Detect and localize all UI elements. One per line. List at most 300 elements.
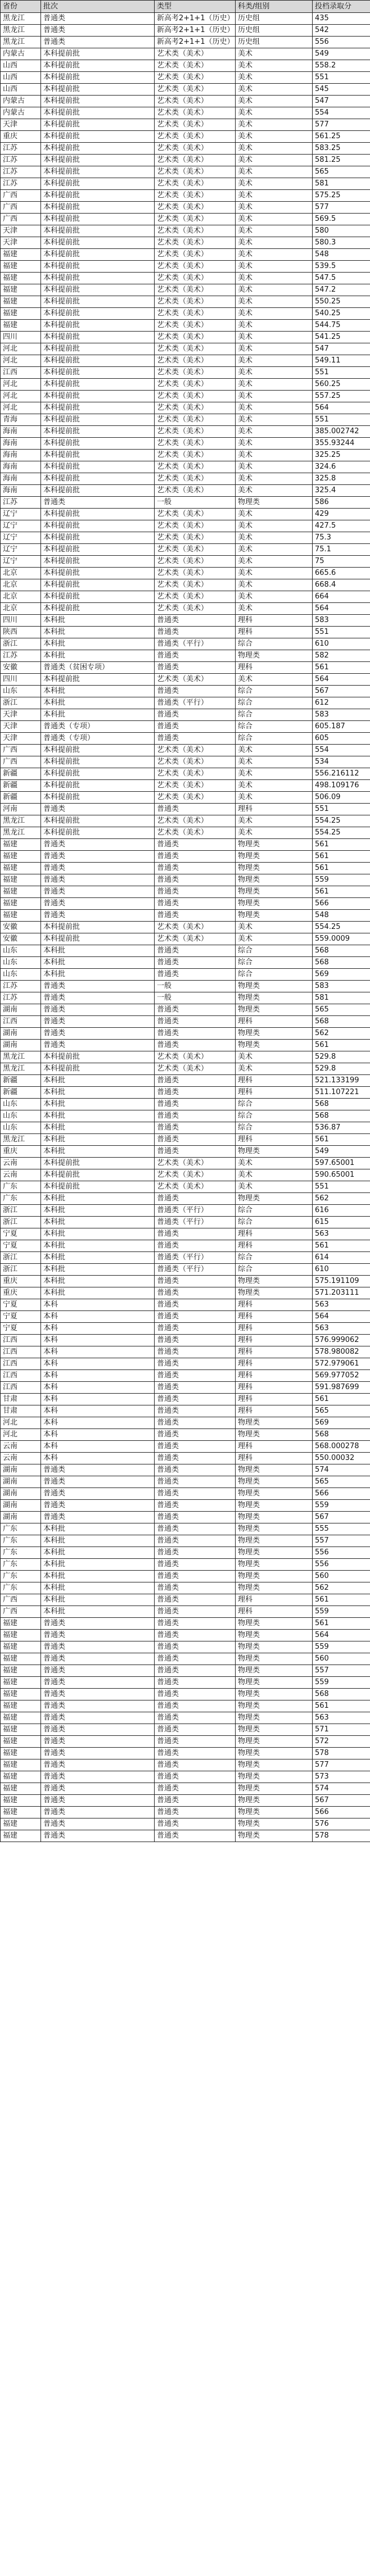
cell-score: 561 — [313, 1134, 370, 1146]
table-row — [1, 1771, 370, 1783]
cell-type: 艺术类（美术） — [155, 367, 236, 379]
cell-score: 568 — [313, 1429, 370, 1441]
table-row — [1, 1346, 370, 1358]
cell-batch: 本科提前批 — [41, 48, 155, 60]
cell-province: 宁夏 — [1, 1240, 41, 1252]
cell-province: 重庆 — [1, 1146, 41, 1158]
cell-batch: 普通类（贫困专项） — [41, 662, 155, 674]
cell-province: 北京 — [1, 579, 41, 591]
cell-province: 安徽 — [1, 662, 41, 674]
table-row — [1, 1134, 370, 1146]
cell-batch: 普通类 — [41, 37, 155, 48]
cell-province: 福建 — [1, 1795, 41, 1807]
cell-subject: 理科 — [236, 1382, 313, 1394]
cell-province: 江苏 — [1, 981, 41, 992]
cell-score: 324.6 — [313, 461, 370, 473]
table-row — [1, 1582, 370, 1594]
cell-score: 556 — [313, 1547, 370, 1559]
cell-batch: 本科批 — [41, 1193, 155, 1205]
cell-score: 583 — [313, 981, 370, 992]
cell-type: 艺术类（美术） — [155, 273, 236, 284]
cell-batch: 本科 — [41, 1382, 155, 1394]
table-row — [1, 166, 370, 178]
cell-score: 605 — [313, 733, 370, 745]
cell-batch: 本科提前批 — [41, 225, 155, 237]
table-row — [1, 1476, 370, 1488]
cell-subject: 物理类 — [236, 1535, 313, 1547]
cell-score: 668.4 — [313, 579, 370, 591]
cell-score: 605.187 — [313, 721, 370, 733]
cell-score: 544.75 — [313, 320, 370, 332]
cell-subject: 美术 — [236, 780, 313, 792]
cell-score: 612 — [313, 697, 370, 709]
cell-subject: 物理类 — [236, 1193, 313, 1205]
cell-type: 普通类 — [155, 1500, 236, 1512]
table-row — [1, 1594, 370, 1606]
cell-score: 614 — [313, 1252, 370, 1264]
cell-batch: 普通类 — [41, 1807, 155, 1818]
cell-province: 云南 — [1, 1158, 41, 1169]
cell-province: 福建 — [1, 1653, 41, 1665]
cell-subject: 综合 — [236, 686, 313, 697]
cell-batch: 本科提前批 — [41, 119, 155, 131]
cell-province: 广东 — [1, 1571, 41, 1582]
cell-province: 福建 — [1, 863, 41, 874]
cell-subject: 美术 — [236, 391, 313, 402]
table-row — [1, 874, 370, 886]
cell-province: 福建 — [1, 1830, 41, 1842]
table-row — [1, 969, 370, 981]
cell-batch: 本科提前批 — [41, 438, 155, 450]
cell-batch: 普通类 — [41, 1004, 155, 1016]
cell-score: 560 — [313, 1653, 370, 1665]
cell-type: 普通类 — [155, 1748, 236, 1759]
cell-type: 艺术类（美术） — [155, 1158, 236, 1169]
cell-score: 568 — [313, 1689, 370, 1700]
cell-batch: 本科批 — [41, 1523, 155, 1535]
cell-batch: 本科提前批 — [41, 1063, 155, 1075]
cell-type: 普通类 — [155, 1712, 236, 1724]
table-row — [1, 332, 370, 343]
cell-score: 567 — [313, 1512, 370, 1523]
cell-score: 563 — [313, 1323, 370, 1335]
table-row — [1, 851, 370, 863]
table-row — [1, 367, 370, 379]
table-row — [1, 697, 370, 709]
cell-score: 355.93244 — [313, 438, 370, 450]
cell-subject: 美术 — [236, 261, 313, 273]
cell-province: 江苏 — [1, 650, 41, 662]
cell-subject: 美术 — [236, 509, 313, 520]
cell-batch: 本科提前批 — [41, 1051, 155, 1063]
cell-subject: 物理类 — [236, 1512, 313, 1523]
cell-province: 福建 — [1, 1665, 41, 1677]
cell-subject: 理科 — [236, 1346, 313, 1358]
cell-type: 一般 — [155, 992, 236, 1004]
cell-batch: 本科批 — [41, 1535, 155, 1547]
cell-subject: 美术 — [236, 556, 313, 568]
table-row — [1, 1075, 370, 1087]
table-row — [1, 1004, 370, 1016]
cell-score: 577 — [313, 119, 370, 131]
cell-subject: 理科 — [236, 1405, 313, 1417]
cell-province: 辽宁 — [1, 544, 41, 556]
cell-type: 艺术类（美术） — [155, 355, 236, 367]
cell-batch: 本科提前批 — [41, 308, 155, 320]
cell-batch: 普通类 — [41, 1795, 155, 1807]
cell-batch: 本科 — [41, 1405, 155, 1417]
cell-score: 429 — [313, 509, 370, 520]
table-row — [1, 1630, 370, 1641]
cell-type: 普通类 — [155, 1571, 236, 1582]
cell-score: 556 — [313, 1559, 370, 1571]
cell-batch: 普通类 — [41, 13, 155, 25]
cell-batch: 本科批 — [41, 945, 155, 957]
cell-subject: 物理类 — [236, 992, 313, 1004]
cell-score: 427.5 — [313, 520, 370, 532]
cell-subject: 物理类 — [236, 898, 313, 910]
cell-batch: 本科提前批 — [41, 485, 155, 497]
table-row — [1, 1169, 370, 1181]
cell-type: 艺术类（美术） — [155, 96, 236, 107]
cell-batch: 普通类 — [41, 1736, 155, 1748]
cell-batch: 本科批 — [41, 1146, 155, 1158]
cell-province: 山西 — [1, 60, 41, 72]
cell-type: 普通类 — [155, 1512, 236, 1523]
cell-batch: 本科批 — [41, 1134, 155, 1146]
cell-subject: 物理类 — [236, 1582, 313, 1594]
cell-type: 艺术类（美术） — [155, 473, 236, 485]
cell-province: 福建 — [1, 1807, 41, 1818]
cell-score: 569.977052 — [313, 1370, 370, 1382]
table-header-row — [1, 1, 370, 13]
cell-score: 545 — [313, 84, 370, 96]
cell-batch: 本科批 — [41, 1205, 155, 1217]
cell-province: 福建 — [1, 1689, 41, 1700]
cell-province: 黑龙江 — [1, 815, 41, 827]
cell-score: 591.987699 — [313, 1382, 370, 1394]
table-row — [1, 898, 370, 910]
table-row — [1, 662, 370, 674]
cell-province: 广东 — [1, 1193, 41, 1205]
cell-type: 普通类 — [155, 686, 236, 697]
cell-type: 普通类 — [155, 1299, 236, 1311]
cell-subject: 物理类 — [236, 1040, 313, 1051]
cell-province: 广西 — [1, 214, 41, 225]
cell-subject: 美术 — [236, 450, 313, 461]
cell-score: 577 — [313, 202, 370, 214]
cell-type: 普通类 — [155, 1087, 236, 1099]
cell-subject: 美术 — [236, 190, 313, 202]
cell-province: 浙江 — [1, 697, 41, 709]
cell-type: 普通类 — [155, 1134, 236, 1146]
table-row — [1, 1358, 370, 1370]
cell-subject: 综合 — [236, 721, 313, 733]
cell-province: 江西 — [1, 1358, 41, 1370]
table-row — [1, 1217, 370, 1228]
cell-score: 555 — [313, 1523, 370, 1535]
cell-province: 重庆 — [1, 1287, 41, 1299]
cell-type: 艺术类（美术） — [155, 107, 236, 119]
table-row — [1, 1417, 370, 1429]
table-row — [1, 1535, 370, 1547]
table-row — [1, 355, 370, 367]
table-row — [1, 638, 370, 650]
cell-batch: 本科提前批 — [41, 473, 155, 485]
cell-score: 561 — [313, 1618, 370, 1630]
table-row — [1, 1311, 370, 1323]
table-row — [1, 1712, 370, 1724]
cell-batch: 本科提前批 — [41, 532, 155, 544]
table-row — [1, 945, 370, 957]
cell-score: 511.107221 — [313, 1087, 370, 1099]
cell-subject: 物理类 — [236, 1665, 313, 1677]
cell-subject: 理科 — [236, 1134, 313, 1146]
table-row — [1, 520, 370, 532]
cell-province: 江西 — [1, 1335, 41, 1346]
cell-province: 四川 — [1, 674, 41, 686]
cell-type: 一般 — [155, 497, 236, 509]
cell-province: 海南 — [1, 485, 41, 497]
table-row — [1, 1512, 370, 1523]
cell-subject: 综合 — [236, 733, 313, 745]
cell-subject: 美术 — [236, 166, 313, 178]
cell-score: 563 — [313, 1712, 370, 1724]
cell-type: 艺术类（美术） — [155, 485, 236, 497]
cell-type: 普通类 — [155, 1641, 236, 1653]
cell-subject: 物理类 — [236, 863, 313, 874]
cell-score: 557.25 — [313, 391, 370, 402]
cell-province: 天津 — [1, 225, 41, 237]
cell-batch: 本科提前批 — [41, 261, 155, 273]
cell-province: 江苏 — [1, 143, 41, 155]
cell-batch: 本科批 — [41, 1087, 155, 1099]
cell-subject: 物理类 — [236, 1276, 313, 1287]
table-row — [1, 25, 370, 37]
cell-type: 普通类 — [155, 863, 236, 874]
cell-batch: 普通类 — [41, 981, 155, 992]
cell-batch: 本科提前批 — [41, 815, 155, 827]
cell-province: 江西 — [1, 1382, 41, 1394]
cell-score: 566 — [313, 1807, 370, 1818]
cell-province: 宁夏 — [1, 1311, 41, 1323]
cell-subject: 理科 — [236, 1358, 313, 1370]
table-row — [1, 497, 370, 509]
table-row — [1, 1287, 370, 1299]
table-row — [1, 48, 370, 60]
cell-type: 艺术类（美术） — [155, 237, 236, 249]
cell-type: 普通类 — [155, 1110, 236, 1122]
cell-type: 普通类 — [155, 1488, 236, 1500]
cell-score: 385.002742 — [313, 426, 370, 438]
cell-batch: 本科批 — [41, 650, 155, 662]
cell-province: 福建 — [1, 839, 41, 851]
cell-type: 普通类 — [155, 804, 236, 815]
cell-score: 549 — [313, 48, 370, 60]
cell-batch: 本科提前批 — [41, 933, 155, 945]
cell-score: 568.000278 — [313, 1441, 370, 1453]
cell-type: 艺术类（美术） — [155, 143, 236, 155]
table-row — [1, 1830, 370, 1842]
cell-province: 山东 — [1, 1110, 41, 1122]
cell-score: 565 — [313, 1004, 370, 1016]
cell-subject: 美术 — [236, 532, 313, 544]
cell-batch: 本科 — [41, 1346, 155, 1358]
table-row — [1, 284, 370, 296]
cell-type: 普通类 — [155, 1795, 236, 1807]
cell-subject: 理科 — [236, 1441, 313, 1453]
cell-type: 普通类 — [155, 1075, 236, 1087]
cell-score: 563 — [313, 1299, 370, 1311]
cell-batch: 普通类 — [41, 992, 155, 1004]
cell-province: 广东 — [1, 1535, 41, 1547]
cell-type: 新高考2+1+1（历史） — [155, 13, 236, 25]
table-row — [1, 1618, 370, 1630]
table-row — [1, 509, 370, 520]
table-row — [1, 804, 370, 815]
cell-subject: 物理类 — [236, 1689, 313, 1700]
table-row — [1, 402, 370, 414]
cell-batch: 普通类 — [41, 863, 155, 874]
table-row — [1, 119, 370, 131]
cell-subject: 美术 — [236, 461, 313, 473]
cell-subject: 美术 — [236, 1169, 313, 1181]
table-row — [1, 1488, 370, 1500]
cell-batch: 普通类 — [41, 1783, 155, 1795]
cell-score: 551 — [313, 1181, 370, 1193]
cell-batch: 本科提前批 — [41, 60, 155, 72]
cell-province: 山西 — [1, 72, 41, 84]
cell-type: 艺术类（美术） — [155, 509, 236, 520]
table-row — [1, 1087, 370, 1099]
cell-batch: 本科提前批 — [41, 367, 155, 379]
cell-subject: 综合 — [236, 1217, 313, 1228]
cell-type: 艺术类（美术） — [155, 261, 236, 273]
cell-province: 广东 — [1, 1547, 41, 1559]
cell-province: 福建 — [1, 320, 41, 332]
cell-province: 江西 — [1, 1346, 41, 1358]
cell-batch: 本科批 — [41, 1594, 155, 1606]
cell-batch: 普通类 — [41, 1464, 155, 1476]
cell-score: 574 — [313, 1783, 370, 1795]
cell-score: 566 — [313, 1488, 370, 1500]
cell-score: 564 — [313, 1630, 370, 1641]
cell-subject: 美术 — [236, 591, 313, 603]
cell-subject: 美术 — [236, 143, 313, 155]
cell-subject: 物理类 — [236, 1571, 313, 1582]
cell-subject: 理科 — [236, 1087, 313, 1099]
cell-subject: 物理类 — [236, 1712, 313, 1724]
table-row — [1, 391, 370, 402]
table-row — [1, 1299, 370, 1311]
cell-province: 湖南 — [1, 1040, 41, 1051]
cell-province: 广西 — [1, 190, 41, 202]
cell-score: 561 — [313, 839, 370, 851]
cell-batch: 本科批 — [41, 1559, 155, 1571]
cell-subject: 综合 — [236, 957, 313, 969]
cell-score: 559 — [313, 1500, 370, 1512]
cell-province: 福建 — [1, 1618, 41, 1630]
cell-province: 福建 — [1, 874, 41, 886]
cell-batch: 本科批 — [41, 686, 155, 697]
table-row — [1, 568, 370, 579]
cell-type: 艺术类（美术） — [155, 119, 236, 131]
cell-batch: 本科提前批 — [41, 379, 155, 391]
cell-province: 四川 — [1, 332, 41, 343]
cell-province: 江苏 — [1, 155, 41, 166]
cell-type: 普通类 — [155, 1228, 236, 1240]
cell-type: 艺术类（美术） — [155, 332, 236, 343]
header-score: 投档录取分 — [313, 1, 370, 13]
table-row — [1, 1028, 370, 1040]
table-row — [1, 107, 370, 119]
cell-subject: 物理类 — [236, 1818, 313, 1830]
cell-type: 普通类 — [155, 1122, 236, 1134]
table-row — [1, 1040, 370, 1051]
table-row — [1, 1665, 370, 1677]
cell-batch: 本科提前批 — [41, 131, 155, 143]
cell-type: 艺术类（美术） — [155, 48, 236, 60]
cell-type: 普通类 — [155, 1476, 236, 1488]
cell-score: 435 — [313, 13, 370, 25]
cell-province: 江西 — [1, 1370, 41, 1382]
cell-type: 艺术类（美术） — [155, 1063, 236, 1075]
cell-subject: 历史组 — [236, 13, 313, 25]
cell-province: 天津 — [1, 119, 41, 131]
cell-province: 浙江 — [1, 1264, 41, 1276]
cell-subject: 美术 — [236, 544, 313, 556]
cell-batch: 普通类 — [41, 1512, 155, 1523]
cell-subject: 美术 — [236, 1051, 313, 1063]
cell-subject: 理科 — [236, 1453, 313, 1464]
cell-subject: 物理类 — [236, 1653, 313, 1665]
cell-type: 普通类 — [155, 898, 236, 910]
cell-batch: 本科批 — [41, 1075, 155, 1087]
cell-score: 568 — [313, 1099, 370, 1110]
cell-score: 554.25 — [313, 827, 370, 839]
cell-subject: 历史组 — [236, 37, 313, 48]
header-subject: 科类/组别 — [236, 1, 313, 13]
cell-subject: 物理类 — [236, 910, 313, 922]
table-row — [1, 84, 370, 96]
cell-score: 540.25 — [313, 308, 370, 320]
cell-score: 564 — [313, 1311, 370, 1323]
table-row — [1, 839, 370, 851]
cell-subject: 理科 — [236, 1394, 313, 1405]
cell-type: 普通类 — [155, 1370, 236, 1382]
cell-type: 艺术类（美术） — [155, 450, 236, 461]
cell-type: 普通类 — [155, 839, 236, 851]
table-row — [1, 910, 370, 922]
cell-batch: 本科提前批 — [41, 155, 155, 166]
cell-score: 325.8 — [313, 473, 370, 485]
cell-province: 福建 — [1, 296, 41, 308]
cell-subject: 物理类 — [236, 1783, 313, 1795]
cell-batch: 本科提前批 — [41, 1158, 155, 1169]
cell-score: 550.00032 — [313, 1453, 370, 1464]
cell-type: 普通类 — [155, 1335, 236, 1346]
table-row — [1, 1193, 370, 1205]
cell-score: 567 — [313, 1795, 370, 1807]
cell-type: 新高考2+1+1（历史） — [155, 25, 236, 37]
cell-score: 559 — [313, 1641, 370, 1653]
cell-province: 海南 — [1, 461, 41, 473]
table-row — [1, 308, 370, 320]
cell-type: 普通类 — [155, 1759, 236, 1771]
table-row — [1, 1724, 370, 1736]
cell-type: 艺术类（美术） — [155, 72, 236, 84]
cell-subject: 美术 — [236, 379, 313, 391]
